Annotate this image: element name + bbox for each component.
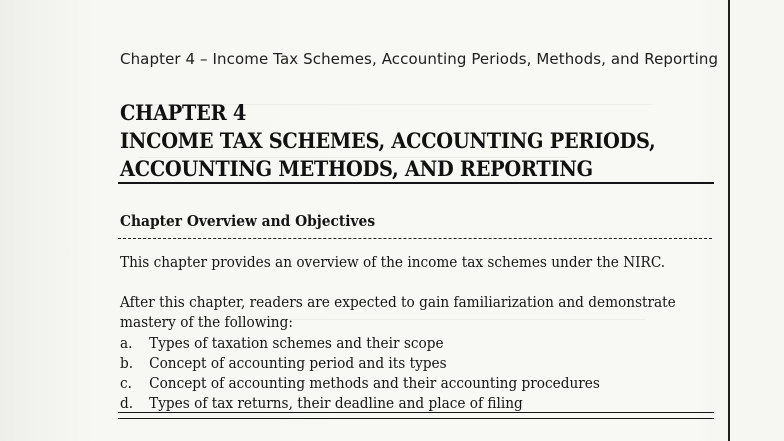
objectives-intro-line-2: mastery of the following:	[120, 313, 293, 331]
list-item-text: Types of taxation schemes and their scope	[149, 334, 444, 352]
page-edge	[728, 0, 730, 441]
objectives-intro-line-1: After this chapter, readers are expected to gain familiarization and demonstrate	[120, 293, 676, 311]
list-item-text: Concept of accounting period and its types	[149, 354, 447, 372]
chapter-title	[120, 99, 672, 183]
list-item	[120, 393, 600, 413]
overview-paragraph: This chapter provides an overview of the income tax schemes under the NIRC.	[120, 253, 666, 271]
list-item-text: Concept of accounting methods and their accounting procedures	[149, 374, 600, 392]
list-marker: d.	[120, 394, 134, 412]
running-header: Chapter 4 – Income Tax Schemes, Accounting Periods, Methods, and Reporting	[120, 50, 719, 68]
chapter-title-line-1: INCOME TAX SCHEMES, ACCOUNTING PERIODS,	[120, 128, 656, 153]
list-marker: c.	[120, 374, 132, 392]
objectives-list	[120, 333, 600, 413]
bottom-double-rule	[118, 412, 714, 419]
chapter-number: CHAPTER 4	[120, 100, 246, 125]
list-item	[120, 333, 600, 353]
title-rule	[118, 182, 714, 184]
list-item	[120, 353, 600, 373]
dashed-divider	[118, 238, 712, 239]
objectives-intro	[120, 292, 676, 332]
scan-margin	[732, 0, 784, 441]
list-marker: a.	[120, 334, 133, 352]
section-heading: Chapter Overview and Objectives	[120, 212, 376, 230]
chapter-title-line-2: ACCOUNTING METHODS, AND REPORTING	[120, 156, 593, 181]
list-item	[120, 373, 600, 393]
list-marker: b.	[120, 354, 134, 372]
list-item-text: Types of tax returns, their deadline and place of filing	[149, 394, 523, 412]
